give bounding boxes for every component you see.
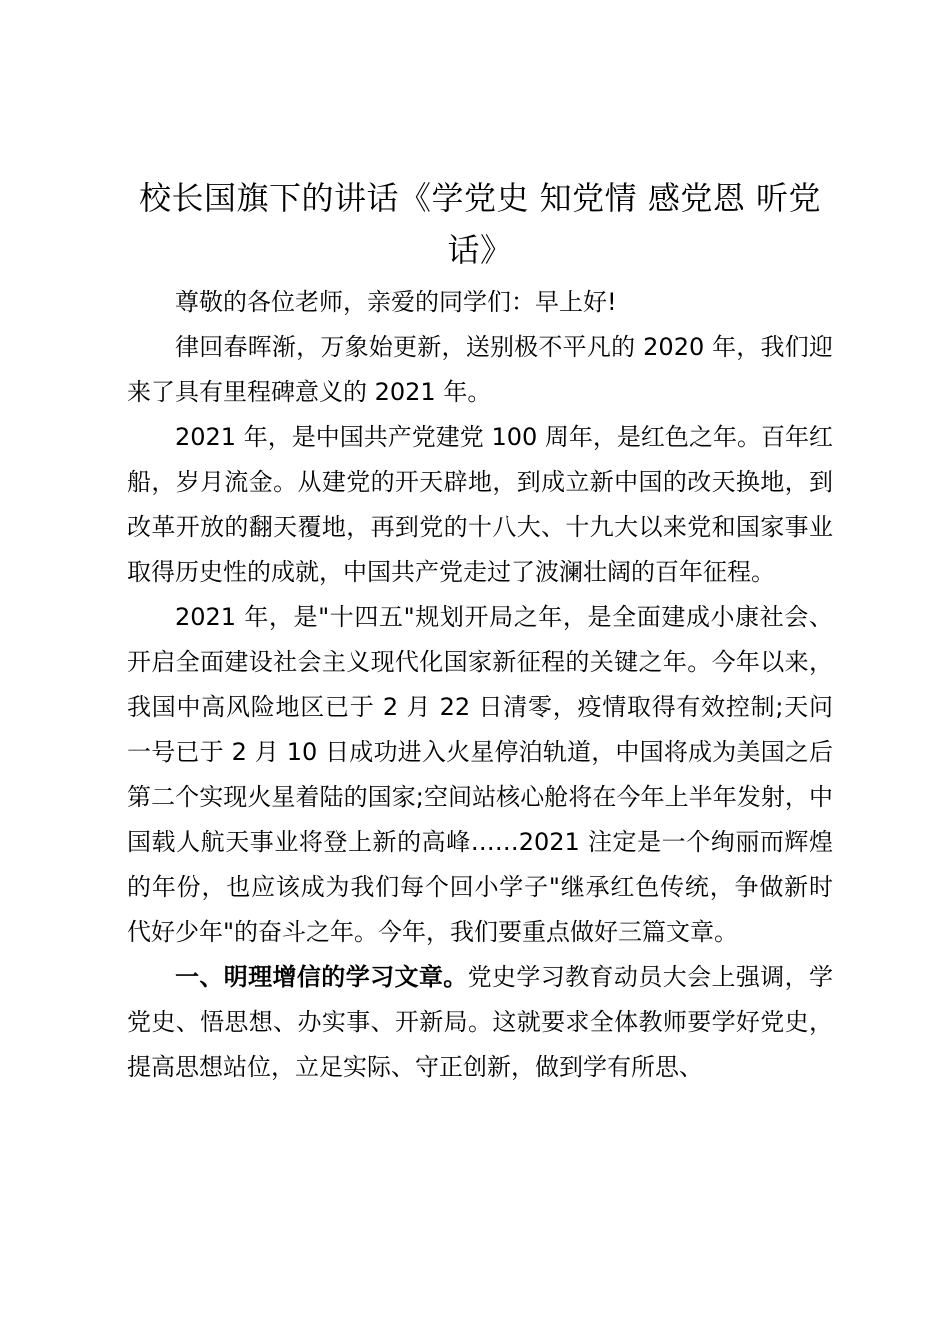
section-one-body: 党史学习教育动员大会上强调，学党史、悟思想、办实事、开新局。这就要求全体教师要学好党史，提高思想站位，立足实际、守正创新，做到学有所思、: [127, 963, 834, 1081]
greeting-paragraph: 尊敬的各位老师，亲爱的同学们：早上好!: [175, 288, 617, 316]
document-body: [127, 172, 833, 1090]
paragraph-new-year: 律回春晖渐，万象始更新，送别极不平凡的 2020 年，我们迎来了具有里程碑意义的 2021 年。: [127, 333, 833, 406]
section-one-heading: 一、明理增信的学习文章。: [175, 963, 468, 991]
paragraph-five-year-plan: 2021 年，是"十四五"规划开局之年，是全面建成小康社会、开启全面建设社会主义现代化国家新征程的关键之年。今年以来，我国中高风险地区已于 2 月 22 日清零，疫情取得有效控制;天问一号已于 2 月 10 日成功进入火星停泊轨道，中国将成为美国之后第二个实现火星着陆的国家;空间站核心舱将在今年上半年发射，中国载人航天事业将登上新的高峰……2021 注定是一个绚丽而辉煌的年份，也应该成为我们每个回小学子"继承红色传统，争做新时代好少年"的奋斗之年。今年，我们要重点做好三篇文章。: [127, 603, 833, 946]
section-one-paragraph: [127, 955, 833, 1090]
paragraph-party-centenary: 2021 年，是中国共产党建党 100 周年，是红色之年。百年红船，岁月流金。从建党的开天辟地，到成立新中国的改天换地，到改革开放的翻天覆地，再到党的十八大、十九大以来党和国家事业取得历史性的成就，中国共产党走过了波澜壮阔的百年征程。: [127, 423, 833, 586]
document-title: 校长国旗下的讲话《学党史 知党情 感党恩 听党话》: [138, 179, 822, 269]
